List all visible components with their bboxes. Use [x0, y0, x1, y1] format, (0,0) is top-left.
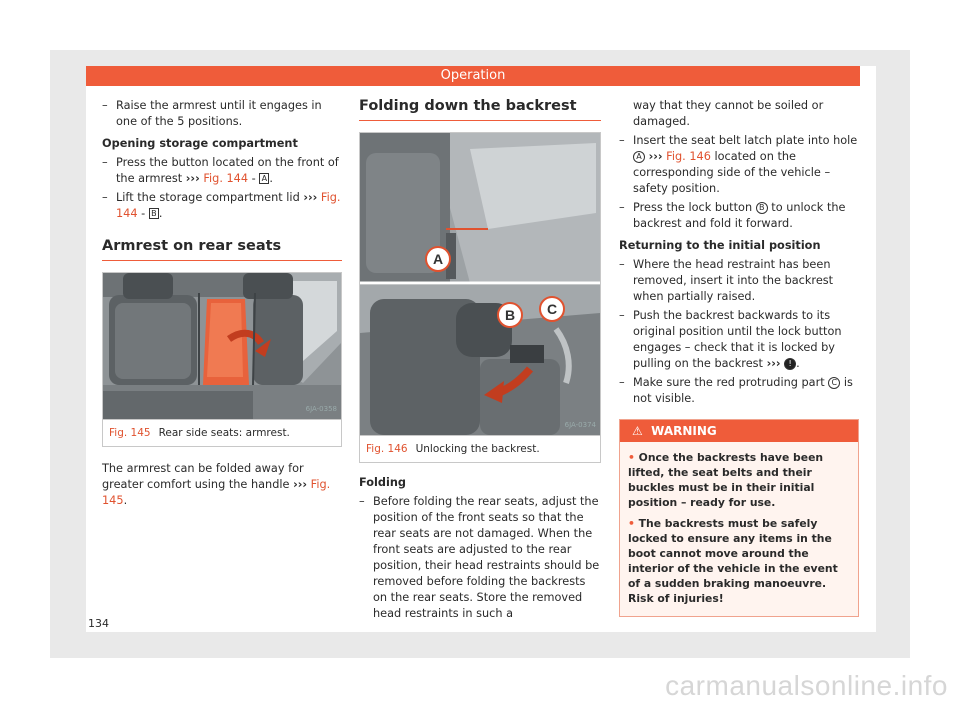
continued-text: way that they cannot be soiled or damaged.	[633, 99, 824, 128]
list-item: – Before folding the rear seats, adjust the position of the front seats so that the rear seats are not damaged. When the front seats are adjusted to the rear position, their head restraints should be removed before folding the backrests on the rear seats. Store the removed head restraints in such a	[359, 495, 600, 620]
list-item: – Press the button located on the front of the armrest ››› Fig. 144 - A .	[102, 156, 339, 185]
warning-item: • The backrests must be safely locked to ensure any items in the boot cannot move around the interior of the vehicle in the event of a sudden braking manoeuvre. Risk of injuries!	[628, 517, 838, 605]
list-item: – Push the backrest backwards to its original position until the lock button engages – check that it is locked by pulling on the backrest ››› ! .	[619, 309, 842, 370]
figure-146-image	[360, 133, 600, 435]
figure-caption: Fig. 145 Rear side seats: armrest.	[103, 419, 341, 446]
subheading-folding: Folding	[359, 476, 406, 489]
warning-body	[620, 442, 858, 616]
label-b-circle: B	[756, 202, 768, 214]
backrest-unlock-illustration	[360, 133, 600, 435]
callout-c-label: C	[546, 301, 558, 317]
figure-145-image	[103, 273, 341, 419]
list-item: – Raise the armrest until it engages in one of the 5 positions.	[102, 99, 322, 128]
figure-caption: Fig. 146 Unlocking the backrest.	[360, 435, 600, 462]
bullet-icon: •	[628, 451, 635, 464]
warning-header: ⚠ WARNING	[620, 420, 858, 442]
list-item: – Insert the seat belt latch plate into hole A ››› Fig. 146 located on the corresponding side of the vehicle – safety position.	[619, 134, 858, 195]
label-a-box: A	[259, 173, 269, 184]
armrest-paragraph: The armrest can be folded away for greater comfort using the handle ››› Fig. 145.	[102, 462, 331, 507]
list-item: – Where the head restraint has been removed, insert it into the backrest when partially raised.	[619, 258, 834, 303]
label-c-circle: C	[828, 377, 840, 389]
column-middle	[359, 98, 601, 625]
warning-box	[619, 419, 859, 617]
figure-label: Fig. 145	[109, 427, 151, 439]
fig-144-link[interactable]: Fig. 144	[116, 191, 341, 220]
rear-seat-armrest-illustration	[103, 273, 341, 419]
column-right	[619, 98, 859, 617]
warning-triangle-icon: ⚠	[632, 424, 643, 438]
list-item: – Make sure the red protruding part C is not visible.	[619, 376, 853, 405]
fig-144-link[interactable]: Fig. 144	[203, 172, 249, 185]
subheading-returning: Returning to the initial position	[619, 239, 821, 252]
warning-ref-icon: !	[784, 358, 796, 370]
fig-146-link[interactable]: Fig. 146	[666, 150, 711, 163]
list-item: – Press the lock button B to unlock the backrest and fold it forward.	[619, 201, 846, 230]
label-a-circle: A	[633, 151, 645, 163]
image-code: 6JA-0358	[305, 405, 337, 413]
callout-a-label: A	[432, 251, 444, 267]
figure-145	[102, 272, 342, 447]
list-item: – Lift the storage compartment lid ››› Fig. 144 - B .	[102, 191, 341, 220]
watermark: carmanualsonline.info	[665, 670, 948, 701]
callout-b-label: B	[504, 307, 516, 323]
section-title-backrest: Folding down the backrest	[359, 98, 601, 121]
bullet-icon: •	[628, 517, 635, 530]
warning-item: • Once the backrests have been lifted, the seat belts and their buckles must be in their initial position – ready for use.	[628, 451, 824, 509]
figure-146	[359, 132, 601, 463]
column-left	[102, 98, 342, 509]
subheading-storage: Opening storage compartment	[102, 137, 298, 150]
page-number: 134	[88, 617, 109, 630]
fig-145-link[interactable]: Fig. 145	[102, 478, 331, 507]
label-b-box: B	[149, 208, 159, 219]
page-header: Operation	[86, 66, 860, 86]
section-title-armrest: Armrest on rear seats	[102, 238, 342, 261]
image-code: 6JA-0374	[564, 421, 596, 429]
figure-label: Fig. 146	[366, 443, 408, 455]
